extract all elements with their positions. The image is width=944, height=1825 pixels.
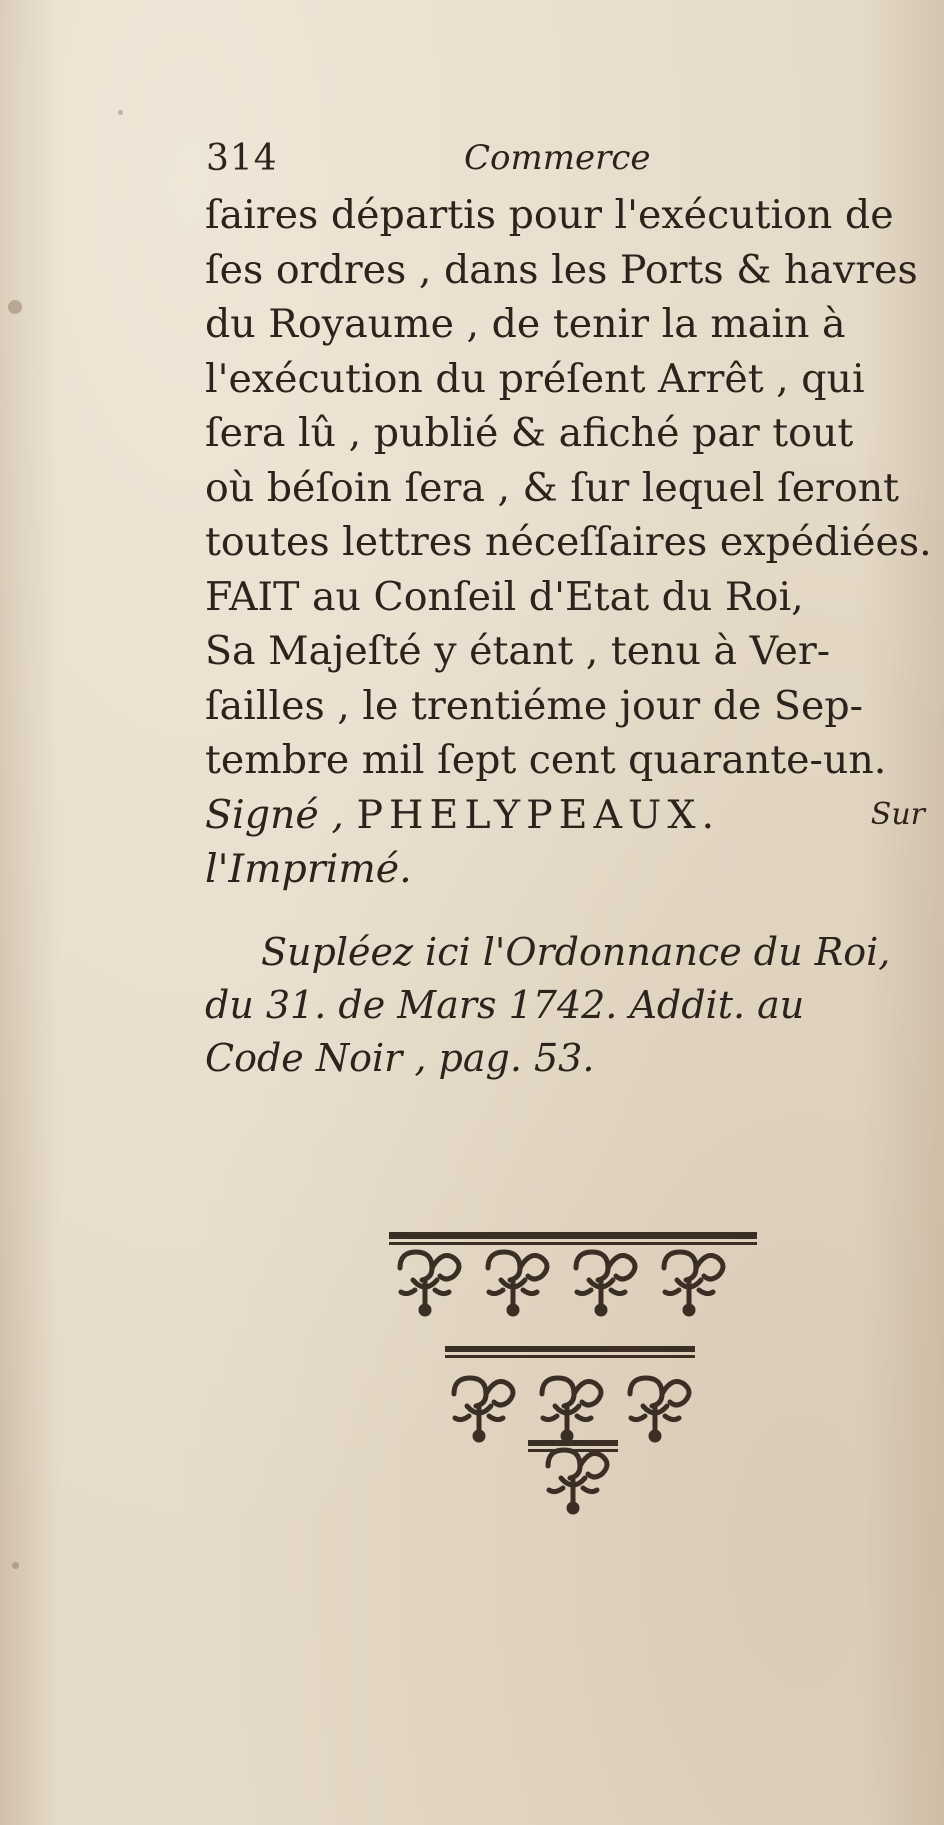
text-line: toutes lettres néceſſaires expédiées. bbox=[205, 519, 932, 565]
text-line: l'exécution du préſent Arrêt , qui bbox=[205, 355, 865, 402]
addendum-line: Supléez ici l'Ordonnance du Roi, bbox=[261, 930, 891, 974]
addendum-line: Code Noir , pag. 53. bbox=[205, 1036, 595, 1080]
page-number: 314 bbox=[206, 138, 278, 179]
paper-stain bbox=[118, 110, 123, 115]
imprime-label: l'Imprimé. bbox=[205, 846, 412, 892]
paper-stain bbox=[12, 1562, 19, 1569]
addendum-line: du 31. de Mars 1742. Addit. au bbox=[205, 983, 805, 1027]
running-header bbox=[206, 138, 886, 188]
text-line: Sa Majeſté y étant , tenu à Ver- bbox=[205, 628, 831, 674]
signatory-name: PHELYPEAUX. bbox=[356, 791, 721, 838]
text-line: du Royaume , de tenir la main à bbox=[205, 301, 846, 347]
sur-label: Sur bbox=[870, 796, 925, 832]
text-line: ſes ordres , dans les Ports & havres bbox=[205, 246, 918, 293]
paper-stain bbox=[8, 300, 22, 314]
text-line: ſaires départis pour l'exécution de bbox=[205, 192, 894, 238]
fleuron-tailpiece-ornament-icon bbox=[385, 1228, 760, 1518]
text-line: ſailles , le trentiéme jour de Sep- bbox=[205, 682, 863, 729]
text-line: où béſoin ſera , & ſur lequel ſeront bbox=[205, 464, 900, 511]
text-line: ſera lû , publié & afiché par tout bbox=[205, 410, 854, 456]
addendum-note bbox=[205, 926, 925, 1085]
text-line: tembre mil ſept cent quarante-un. bbox=[205, 737, 887, 783]
running-head-title: Commerce bbox=[464, 138, 651, 178]
signe-label: Signé , bbox=[205, 791, 344, 838]
text-line: FAIT au Conſeil d'Etat du Roi, bbox=[205, 573, 804, 620]
decree-text bbox=[205, 188, 932, 897]
signature-line bbox=[205, 788, 925, 843]
